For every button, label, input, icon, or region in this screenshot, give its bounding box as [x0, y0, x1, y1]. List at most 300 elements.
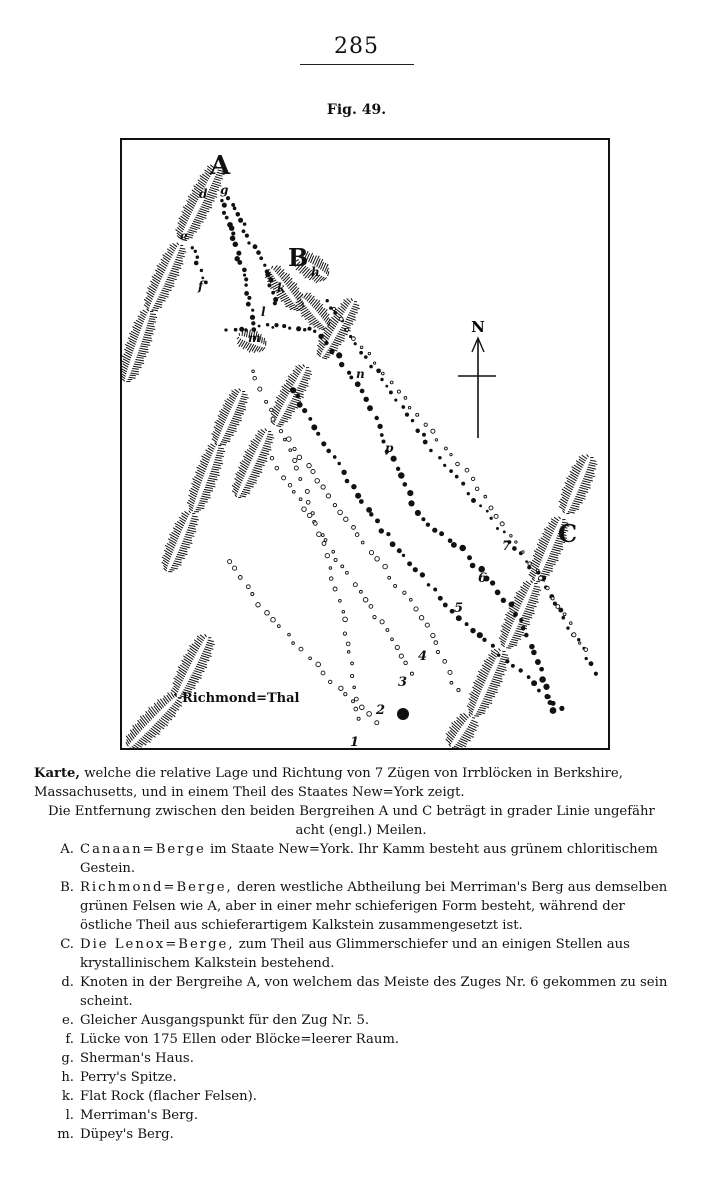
- boulder: [519, 618, 523, 622]
- boulder: [314, 522, 318, 526]
- boulder: [344, 693, 347, 696]
- boulder: [342, 610, 345, 613]
- boulder: [409, 598, 412, 601]
- boulder: [546, 586, 549, 589]
- boulder: [572, 633, 576, 637]
- boulder: [403, 591, 406, 594]
- boulder: [455, 475, 459, 479]
- boulder: [503, 530, 506, 533]
- boulder: [367, 712, 372, 717]
- boulder-trains-map: [120, 138, 610, 750]
- boulder: [233, 242, 238, 247]
- boulder: [395, 645, 399, 649]
- distance-note-line-1: Die Entfernung zwischen den beiden Bergreihen A und C beträgt in grader Linie ungefähr: [48, 804, 655, 819]
- boulder: [444, 447, 447, 450]
- legend-text: zum Theil aus Glimmerschiefer und an einigen Stellen aus krystallinischem Kalkstein bestehend.: [80, 937, 630, 971]
- boulder: [535, 659, 541, 665]
- boulder: [322, 542, 326, 546]
- boulder: [243, 222, 247, 226]
- boulder: [448, 538, 453, 543]
- boulder: [544, 694, 549, 699]
- boulder: [333, 587, 337, 591]
- boulder: [423, 440, 428, 445]
- boulder: [402, 554, 405, 557]
- boulder: [471, 477, 474, 480]
- train-number-5: 5: [454, 601, 464, 616]
- legend-text: Düpey's Berg.: [80, 1127, 174, 1142]
- boulder: [288, 483, 291, 486]
- boulder: [266, 323, 269, 326]
- boulder: [379, 528, 384, 533]
- boulder: [391, 638, 394, 641]
- boulder: [194, 261, 199, 266]
- boulder: [339, 362, 344, 367]
- boulder: [364, 355, 368, 359]
- boulder: [525, 560, 528, 563]
- legend-text: Merriman's Berg.: [80, 1108, 199, 1123]
- boulder: [273, 297, 278, 302]
- boulder: [341, 565, 344, 568]
- boulder-cluster-ab-1: [220, 199, 255, 326]
- boulder: [336, 352, 342, 358]
- legend-text: Sherman's Haus.: [80, 1051, 194, 1066]
- boulder: [563, 613, 566, 616]
- boulder: [380, 378, 383, 381]
- legend-key: e.: [62, 1013, 74, 1028]
- boulder: [333, 503, 336, 506]
- caption-lead-text: welche die relative Lage und Richtung von 7 Zügen von Irrblöcken in Berkshire, Massachusetts, und in einem Theil des Staates New=York zeigt.: [34, 766, 623, 800]
- boulder: [231, 203, 235, 207]
- boulder: [350, 674, 353, 677]
- boulder: [579, 642, 581, 644]
- point-label-l: l: [261, 305, 266, 319]
- boulder: [293, 458, 297, 462]
- boulder: [309, 657, 312, 660]
- boulder: [196, 255, 200, 259]
- boulder: [415, 429, 420, 434]
- boulder: [334, 558, 337, 561]
- boulder: [531, 680, 537, 686]
- boulder: [296, 326, 301, 331]
- boulder: [258, 387, 262, 391]
- boulder: [407, 490, 413, 496]
- boulder: [337, 462, 341, 466]
- boulder: [448, 670, 452, 674]
- boulder: [465, 622, 469, 626]
- boulder: [290, 387, 296, 393]
- boulder: [293, 447, 296, 450]
- legend-term: Richmond=Berge,: [80, 880, 233, 895]
- ridge-segment-c4: [461, 645, 514, 721]
- boulder: [230, 236, 236, 242]
- boulder: [359, 351, 363, 355]
- boulder: [244, 277, 248, 281]
- boulder: [548, 700, 553, 705]
- boulder: [253, 376, 257, 380]
- boulder: [369, 550, 373, 554]
- boulder: [329, 567, 332, 570]
- boulder: [339, 317, 343, 321]
- boulder: [316, 662, 321, 667]
- legend-key: m.: [57, 1127, 74, 1142]
- boulder: [381, 372, 384, 375]
- boulder: [329, 577, 333, 581]
- boulder: [247, 296, 251, 300]
- boulder: [433, 588, 437, 592]
- boulder: [550, 707, 557, 714]
- boulder: [398, 472, 405, 479]
- boulder: [357, 717, 360, 720]
- boulder: [427, 583, 430, 586]
- boulder: [380, 433, 384, 437]
- boulder: [311, 469, 315, 473]
- boulder: [419, 616, 423, 620]
- boulder: [270, 456, 273, 459]
- boulder: [403, 482, 408, 487]
- compass-n-label: N: [471, 318, 485, 336]
- legend-item: [34, 1030, 674, 1049]
- legend-item: [34, 878, 674, 935]
- boulder: [410, 672, 413, 675]
- boulder: [251, 321, 255, 325]
- boulder: [528, 562, 531, 565]
- boulder: [328, 680, 331, 683]
- boulder: [467, 492, 470, 495]
- boulder: [451, 542, 457, 548]
- boulder: [411, 419, 414, 422]
- ridge-crest: [275, 367, 306, 422]
- boulder: [354, 697, 358, 701]
- boulder: [292, 490, 295, 493]
- boulder: [367, 405, 373, 411]
- distance-note-line-2: acht (engl.) Meilen.: [295, 823, 427, 838]
- ridge-segment-c5: [440, 709, 483, 748]
- boulder: [326, 299, 329, 302]
- boulder: [220, 199, 223, 202]
- boulder: [242, 268, 247, 273]
- boulder: [424, 423, 427, 426]
- boulder: [589, 661, 594, 666]
- legend-key: h.: [61, 1070, 74, 1085]
- boulder: [531, 650, 537, 656]
- figure-label: Fig. 49.: [326, 102, 387, 118]
- boulder: [229, 225, 234, 230]
- boulder: [200, 269, 203, 272]
- boulder: [456, 615, 462, 621]
- boulder: [204, 281, 208, 285]
- boulder: [500, 522, 504, 526]
- boulder: [539, 667, 544, 672]
- boulder: [347, 651, 350, 654]
- boulder: [369, 605, 373, 609]
- legend-text: im Staate New=York. Ihr Kamm besteht aus grünem chloritischem Gestein.: [80, 842, 658, 876]
- legend-item: [34, 1049, 674, 1068]
- boulder: [422, 433, 426, 437]
- boulder: [292, 642, 295, 645]
- boulder: [457, 688, 460, 691]
- boulder: [271, 326, 274, 329]
- boulder: [585, 657, 588, 660]
- boulder: [495, 590, 501, 596]
- boulder: [461, 482, 465, 486]
- boulder: [265, 272, 270, 277]
- ridge-segment-c1: [553, 451, 602, 519]
- boulder: [513, 612, 518, 617]
- boulder: [256, 250, 261, 255]
- boulder: [233, 566, 237, 570]
- legend-item: [34, 840, 674, 878]
- boulder: [385, 385, 388, 388]
- train-number-3: 3: [398, 675, 408, 690]
- boulder: [477, 632, 483, 638]
- boulder: [246, 585, 250, 589]
- boulder: [288, 327, 291, 330]
- boulder: [594, 672, 598, 676]
- boulder: [470, 628, 475, 633]
- ridge-crest: [130, 696, 177, 745]
- boulder: [352, 337, 356, 341]
- boulder: [449, 469, 453, 473]
- boulder: [539, 676, 546, 683]
- boulder: [435, 439, 437, 441]
- boulder: [434, 641, 438, 645]
- mountain-ridges: [122, 160, 602, 748]
- boulder: [354, 707, 358, 711]
- boulder: [271, 617, 276, 622]
- legend-key: A.: [60, 842, 74, 857]
- boulder: [377, 424, 382, 429]
- ink-blot: [397, 708, 409, 720]
- boulder: [509, 602, 515, 608]
- boulder: [438, 596, 443, 601]
- boulder: [252, 370, 255, 373]
- legend-key: d.: [61, 975, 74, 990]
- boulder: [527, 675, 531, 679]
- boulder: [329, 349, 334, 354]
- boulder: [527, 565, 531, 569]
- legend-key: g.: [61, 1051, 74, 1066]
- boulder: [271, 417, 275, 421]
- boulder: [524, 633, 529, 638]
- boulder: [529, 644, 535, 650]
- boulder: [244, 291, 249, 296]
- boulder: [415, 510, 421, 516]
- boulder: [318, 334, 323, 339]
- range-label-b: B: [288, 243, 309, 272]
- point-label-d: d: [199, 187, 208, 201]
- ridge-segment-b3: [226, 425, 279, 502]
- boulder: [251, 309, 254, 312]
- boulder: [511, 664, 515, 668]
- boulder: [475, 487, 478, 490]
- boulder: [380, 620, 384, 624]
- legend-item: [34, 1011, 674, 1030]
- boulder: [512, 546, 517, 551]
- boulder: [270, 408, 273, 411]
- boulder: [338, 510, 343, 515]
- boulder: [355, 381, 361, 387]
- boulder: [236, 251, 241, 256]
- boulder: [245, 234, 249, 238]
- boulder: [421, 517, 425, 521]
- boulder: [333, 455, 337, 459]
- point-label-p: p: [385, 441, 394, 455]
- boulder: [389, 390, 393, 394]
- boulder: [394, 584, 397, 587]
- legend-text: Knoten in der Bergreihe A, von welchem das Meiste des Zuges Nr. 6 gekommen zu sein scheint.: [80, 975, 668, 1009]
- boulder: [247, 241, 250, 244]
- boulder: [352, 525, 356, 529]
- boulder: [316, 432, 320, 436]
- boulder-train-6: [318, 334, 556, 714]
- train-number-4: 4: [418, 649, 428, 664]
- boulder: [456, 462, 460, 466]
- boulder: [243, 274, 246, 277]
- boulder: [391, 456, 397, 462]
- boulder: [303, 328, 306, 331]
- boulder: [404, 397, 407, 400]
- boulder: [341, 470, 346, 475]
- range-label-c: C: [558, 519, 578, 548]
- boulder: [233, 207, 237, 211]
- boulder: [333, 311, 337, 315]
- boulder: [297, 455, 302, 460]
- boulder: [543, 684, 549, 690]
- boulder: [436, 650, 439, 653]
- boulder: [360, 389, 365, 394]
- boulder: [259, 256, 263, 260]
- boulder: [305, 489, 309, 493]
- legend-term: Canaan=Berge: [80, 842, 206, 857]
- boulder: [315, 479, 320, 484]
- boulder: [401, 405, 405, 409]
- legend-key: k.: [61, 1089, 74, 1104]
- range-label-a: A: [210, 151, 231, 181]
- boulder: [324, 539, 327, 542]
- boulder: [236, 212, 241, 217]
- boulder: [465, 468, 469, 472]
- boulder: [510, 535, 513, 538]
- boulder: [375, 518, 380, 523]
- boulder: [355, 533, 359, 537]
- boulder: [390, 381, 393, 384]
- boulder: [345, 479, 350, 484]
- boulder: [347, 371, 351, 375]
- boulder: [325, 553, 329, 557]
- boulder: [191, 246, 194, 249]
- boulder: [505, 659, 509, 663]
- boulder-cluster-ab-2: [226, 196, 278, 305]
- boulder: [383, 564, 388, 569]
- boulder-cluster-m: [224, 323, 316, 333]
- boulder: [251, 592, 254, 595]
- legend-text: Perry's Spitze.: [80, 1070, 177, 1085]
- legend-item: [34, 935, 674, 973]
- boulder: [408, 406, 411, 409]
- boulder: [562, 616, 566, 620]
- boulder: [307, 513, 311, 517]
- valley-label: Richmond=Thal: [182, 691, 300, 706]
- boulder: [222, 211, 226, 215]
- ridge-segment-b8: [122, 687, 188, 748]
- boulder: [307, 463, 311, 467]
- boulder: [194, 250, 197, 253]
- boulder: [282, 324, 286, 328]
- map-canvas: [122, 140, 608, 748]
- ridge-segment-b6: [156, 507, 203, 576]
- boulder: [256, 603, 260, 607]
- boulder: [490, 517, 493, 520]
- north-arrow: [458, 318, 496, 438]
- legend-item: [34, 1087, 674, 1106]
- boulder: [369, 512, 373, 516]
- legend-key: l.: [65, 1108, 74, 1123]
- boulder: [244, 283, 247, 286]
- boulder-trains: [191, 196, 598, 725]
- boulder: [317, 532, 322, 537]
- boulder: [299, 478, 302, 481]
- boulder: [551, 597, 554, 600]
- boulder: [363, 597, 368, 602]
- boulder: [397, 390, 400, 393]
- boulder: [432, 528, 437, 533]
- boulder: [425, 623, 429, 627]
- boulder: [321, 534, 324, 537]
- boulder: [339, 599, 342, 602]
- boulder: [373, 362, 375, 364]
- boulder: [408, 500, 414, 506]
- boulder: [353, 686, 356, 689]
- ridge-segment-b4: [206, 385, 253, 450]
- boulder: [501, 598, 506, 603]
- legend-key: f.: [65, 1032, 74, 1047]
- boulder: [399, 654, 403, 658]
- boulder: [349, 375, 353, 379]
- point-label-k: k: [277, 281, 286, 295]
- caption-distance-note: [34, 802, 674, 840]
- boulder: [396, 467, 400, 471]
- boulder: [283, 438, 286, 441]
- page-number: 285: [334, 34, 379, 59]
- boulder: [577, 638, 580, 641]
- boulder: [429, 449, 433, 453]
- boulder: [274, 323, 278, 327]
- ridge-segment-c3: [493, 577, 546, 653]
- boulder-train-7: [326, 299, 598, 676]
- boulder: [345, 571, 348, 574]
- boulder: [224, 328, 227, 331]
- boulder: [353, 583, 357, 587]
- train-number-2: 2: [376, 703, 386, 718]
- boulder: [470, 563, 476, 569]
- boulder: [359, 499, 364, 504]
- boulder: [494, 514, 498, 518]
- legend-text: Gleicher Ausgangspunkt für den Zug Nr. 5.: [80, 1013, 370, 1028]
- ridge-segment-a2: [138, 239, 191, 316]
- boulder: [426, 523, 430, 527]
- boulder: [239, 327, 244, 332]
- boulder: [559, 706, 564, 711]
- boulder: [491, 644, 495, 648]
- point-label-e: e: [180, 229, 188, 243]
- boulder: [295, 394, 300, 399]
- boulder: [273, 301, 277, 305]
- boulder-train-east: [332, 307, 587, 651]
- boulder: [539, 576, 543, 580]
- legend-key: B.: [60, 880, 74, 895]
- boulder: [373, 615, 376, 618]
- boulder: [265, 400, 268, 403]
